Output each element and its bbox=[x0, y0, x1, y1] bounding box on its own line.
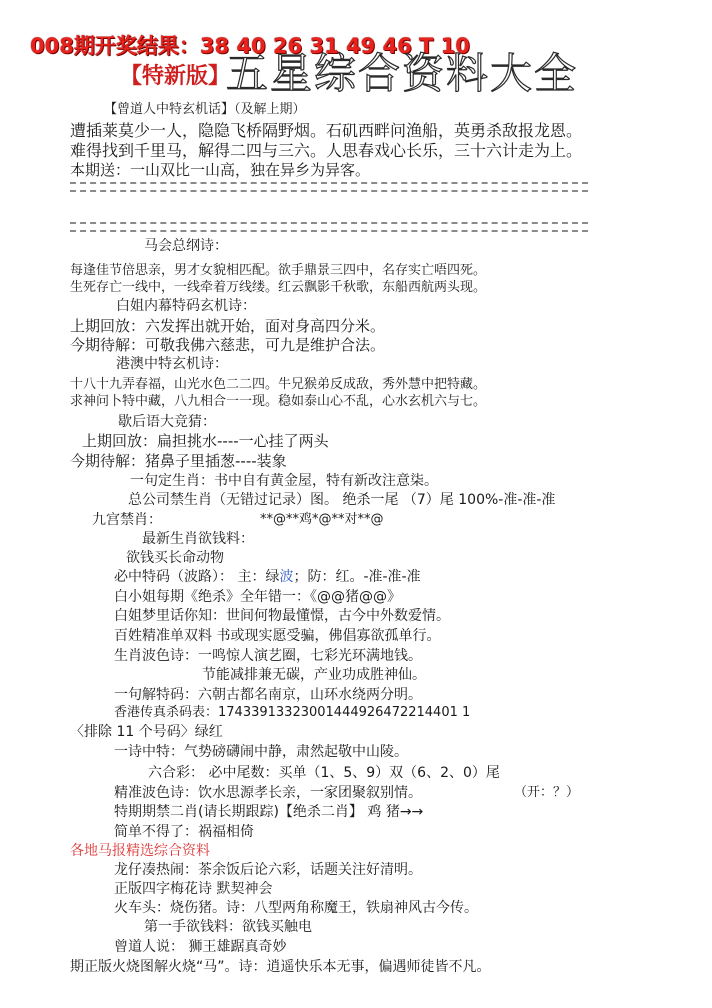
poem-line: 十八十九弄春福，山光水色二二四。牛兄猴弟反成敌，秀外慧中把特藏。 bbox=[70, 377, 487, 392]
poem-line: 白姐梦里话你知：世间何物最懂憬，古今中外数爱情。 bbox=[114, 608, 450, 624]
poem-line: 求神问卜特中藏，八九相合一一现。稳如泰山心不乱，心水玄机六与七。 bbox=[70, 394, 487, 409]
poem-line: 正版四字梅花诗 默契神会 bbox=[114, 881, 273, 897]
page-title: 五星综合资料大全 bbox=[226, 49, 579, 98]
poem-line: 欲钱买长命动物 bbox=[126, 550, 224, 566]
separator-line bbox=[70, 222, 588, 232]
section-heading-zeng: 【曾道人中特玄机话】（及解上期） bbox=[104, 102, 306, 117]
section-heading-mabao: 各地马报精选综合资料 bbox=[70, 843, 210, 859]
poem-line: 生肖波色诗：一鸣惊人演艺圈，七彩光环满地钱。 bbox=[114, 648, 422, 664]
poem-line: 一句定生肖：书中自有黄金屋，特有新改注意柒。 bbox=[130, 473, 438, 489]
poem-line: 上期回放：扁担挑水----一心挂了两头 bbox=[82, 432, 329, 450]
draw-result-banner: 008期开奖结果：38 40 26 31 49 46 T 10 bbox=[30, 34, 470, 58]
text-fragment: ；防：红。-准-准-准 bbox=[293, 569, 421, 585]
poem-line: 节能减排兼无碳，产业功成胜神仙。 bbox=[202, 667, 426, 683]
text-fragment: 必中特码（波路）： 主：绿 bbox=[114, 569, 280, 585]
poem-line: 香港传真杀码表：17433913323001444926472214401 1 bbox=[114, 705, 471, 720]
open-result-placeholder: （开：？） bbox=[514, 785, 580, 800]
poem-line: 六合彩： 必中尾数：买单（1、5、9）双（6、2、0）尾 bbox=[148, 765, 500, 781]
poem-line: 遭插莱莫少一人，隐隐飞桥隔野烟。石矶西畔问渔船，英勇杀敌报龙恩。 bbox=[70, 121, 583, 140]
poem-line: 一诗中特：气势磅礴闹中静，肃然起敬中山陵。 bbox=[114, 744, 408, 760]
poem-line: 期正版火烧图解火烧“马”。诗：逍遥快乐本无事，偏遇师徒皆不凡。 bbox=[70, 959, 491, 975]
poem-line: 本期送：一山双比一山高，独在异乡为异客。 bbox=[70, 161, 371, 179]
poem-line: 每逢佳节倍思亲，男才女貌相匹配。欲手鼎景三四中，名存实亡唔四死。 bbox=[70, 263, 487, 278]
section-heading-qianliao: 最新生肖欲钱料： bbox=[142, 531, 254, 547]
poem-line bbox=[114, 569, 421, 585]
poem-line: 上期回放：六发挥出就开始，面对身高四分米。 bbox=[70, 317, 386, 335]
section-heading-xiehouyu: 歇后语大竞猜： bbox=[118, 414, 216, 430]
poem-line: 一句解特码：六朝古都名南京，山环水绕两分明。 bbox=[114, 687, 422, 703]
label-jiugong: 九宫禁肖： bbox=[92, 512, 162, 528]
poem-line: 百姓精准单双料 书或现实愿受骗，佛倡寡欲孤单行。 bbox=[114, 628, 441, 644]
poem-line: 今期待解：猪鼻子里插葱----装象 bbox=[70, 452, 287, 470]
edition-label: 【特新版】 bbox=[120, 64, 231, 89]
section-heading-baijie: 白姐内幕特码玄机诗： bbox=[116, 298, 256, 314]
poem-line: 生死存亡一线中，一线牵着万线缕。红云飘影千秋歌，东船西航两头现。 bbox=[70, 280, 487, 295]
poem-line: 简单不得了：祸福相倚 bbox=[114, 824, 254, 840]
masked-value: **@**鸡*@**对**@ bbox=[260, 512, 384, 527]
poem-line: 今期待解：可敬我佛六慈悲，可九是维护合法。 bbox=[70, 336, 386, 354]
separator-line bbox=[70, 182, 588, 192]
section-heading-mahui: 马会总纲诗： bbox=[144, 238, 228, 254]
poem-line: 龙仔凑热闹：茶余饭后论六彩，话题关注好清明。 bbox=[114, 862, 422, 878]
poem-line: 白小姐每期《绝杀》全年错一：《@@猪@@》 bbox=[114, 589, 401, 605]
poem-line: 难得找到千里马，解得二四与三六。人思春戏心长乐，三十六计走为上。 bbox=[70, 141, 583, 160]
poem-line: 曾道人说： 狮王雄踞真奇妙 bbox=[114, 939, 287, 955]
poem-line: 火车头：烧伤猪。诗：八型两角称魔王，铁扇神风古今传。 bbox=[114, 900, 478, 916]
poem-line: 精准波色诗：饮水思源孝长亲，一家团聚叙别情。 bbox=[114, 785, 422, 801]
section-heading-gangao: 港澳中特玄机诗： bbox=[116, 356, 228, 372]
poem-line: 第一手欲钱料：欲钱买触电 bbox=[144, 919, 312, 935]
text-fragment: 波 bbox=[279, 569, 294, 585]
poem-line: 特期期禁二肖(请长期跟踪)【绝杀二肖】 鸡 猪→→ bbox=[114, 804, 424, 820]
poem-line: 〈排除 11 个号码〉绿红 bbox=[70, 724, 223, 740]
poem-line: 总公司禁生肖（无错过记录）图。 绝杀一尾 （7）尾 100%-准-准-准 bbox=[128, 492, 556, 508]
